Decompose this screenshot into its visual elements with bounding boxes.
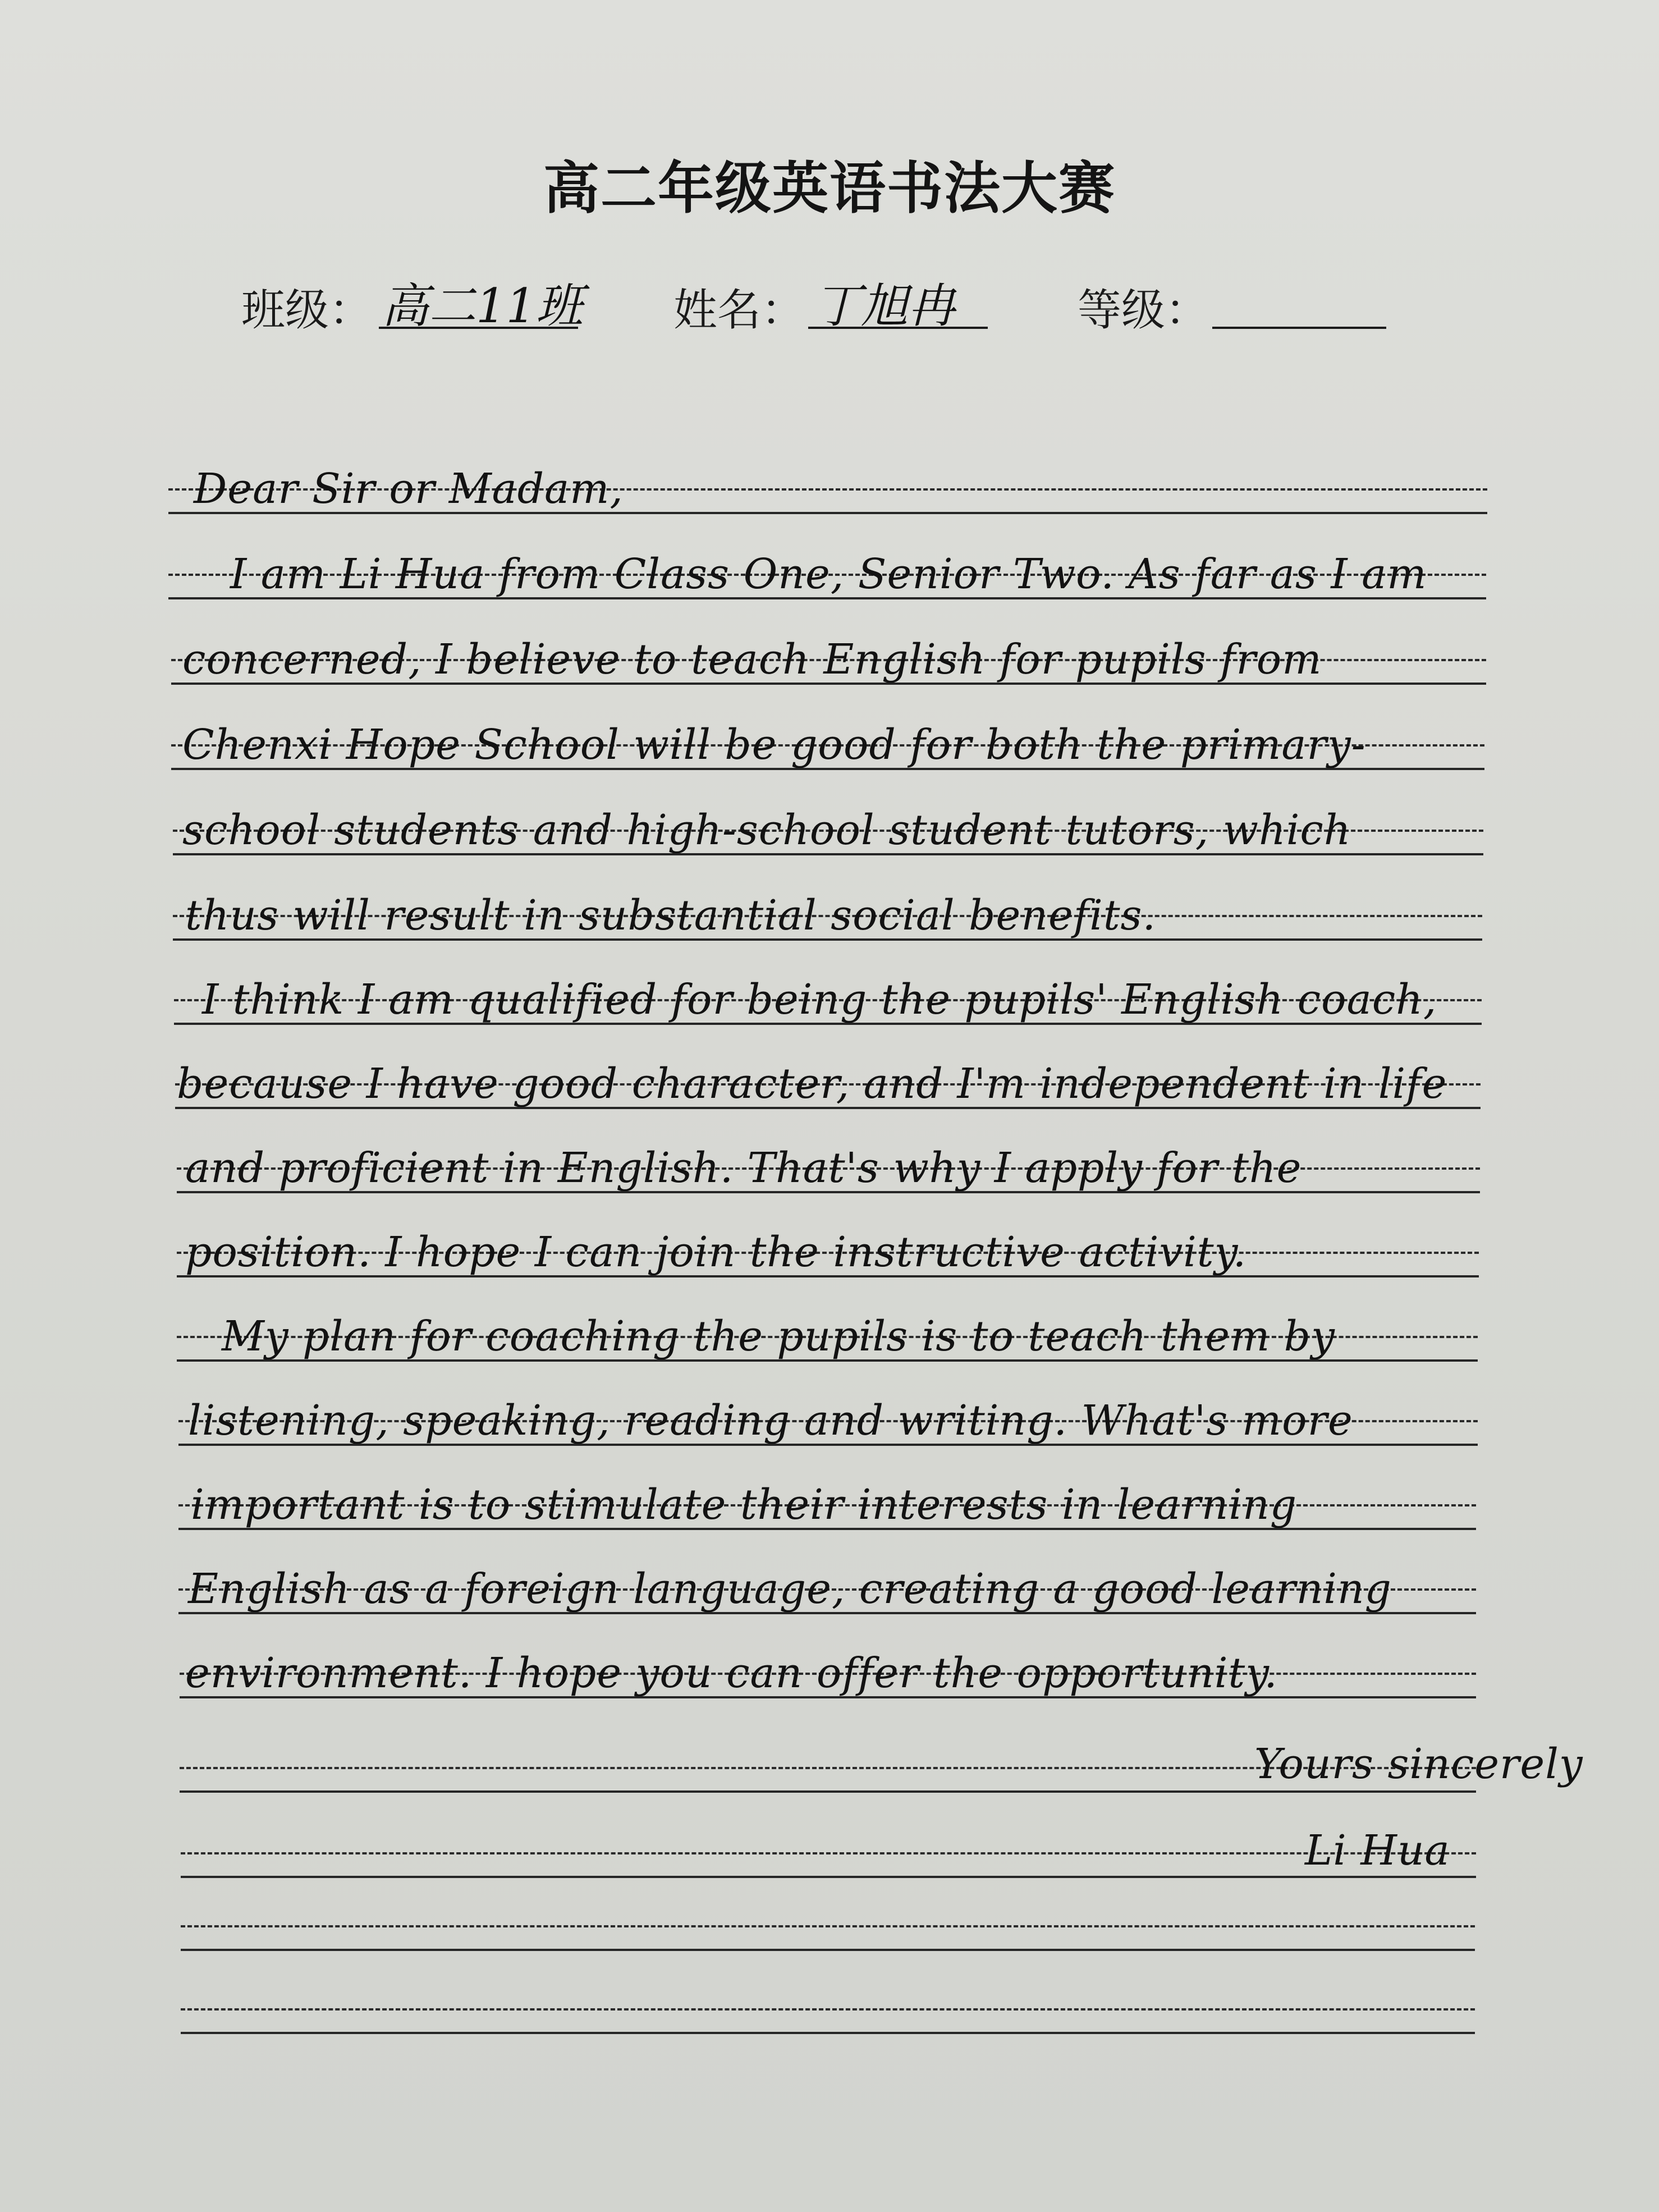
letter-line: English as a foreign language, creating a good learning: [188, 1565, 1392, 1613]
name-value: 丁旭冉: [814, 278, 956, 333]
class-underline: [379, 327, 578, 329]
name-underline: [808, 327, 988, 329]
letter-line: Chenxi Hope School will be good for both the primary-: [182, 721, 1366, 769]
letter-line: and proficient in English. That's why I apply for the: [185, 1144, 1302, 1192]
letter-line: thus will result in substantial social benefits.: [185, 891, 1157, 940]
letter-line: listening, speaking, reading and writing. What's more: [188, 1396, 1353, 1445]
letter-line: because I have good character, and I'm independent in life: [177, 1060, 1447, 1108]
class-field: [241, 264, 589, 337]
letter-line: My plan for coaching the pupils is to teach them by: [222, 1312, 1335, 1361]
letter-line: important is to stimulate their interests in learning: [191, 1481, 1298, 1529]
letter-line: environment. I hope you can offer the opportunity.: [185, 1649, 1278, 1697]
grade-underline: [1212, 327, 1386, 329]
letter-line: I think I am qualified for being the pupils' English coach,: [202, 976, 1437, 1024]
class-label: 班级：: [241, 285, 373, 336]
letter-line: I am Li Hua from Class One, Senior Two. As far as I am: [230, 550, 1427, 598]
grade-label: 等级：: [1078, 285, 1209, 336]
letter-line-signature: Li Hua: [1305, 1826, 1450, 1875]
letter-line: position. I hope I can join the instructive activity.: [185, 1228, 1247, 1276]
letter-line-closing: Yours sincerely: [1254, 1740, 1583, 1788]
name-field: [673, 264, 999, 337]
letter-line: concerned, I believe to teach English for pupils from: [182, 635, 1322, 684]
grade-field: [1078, 264, 1392, 337]
class-value: 高二11班: [382, 278, 583, 333]
letter-line: Dear Sir or Madam,: [194, 465, 624, 513]
name-label: 姓名：: [673, 285, 805, 336]
letter-line: school students and high-school student tutors, which: [182, 806, 1351, 854]
contest-title: 高二年级英语书法大赛: [543, 155, 1116, 221]
